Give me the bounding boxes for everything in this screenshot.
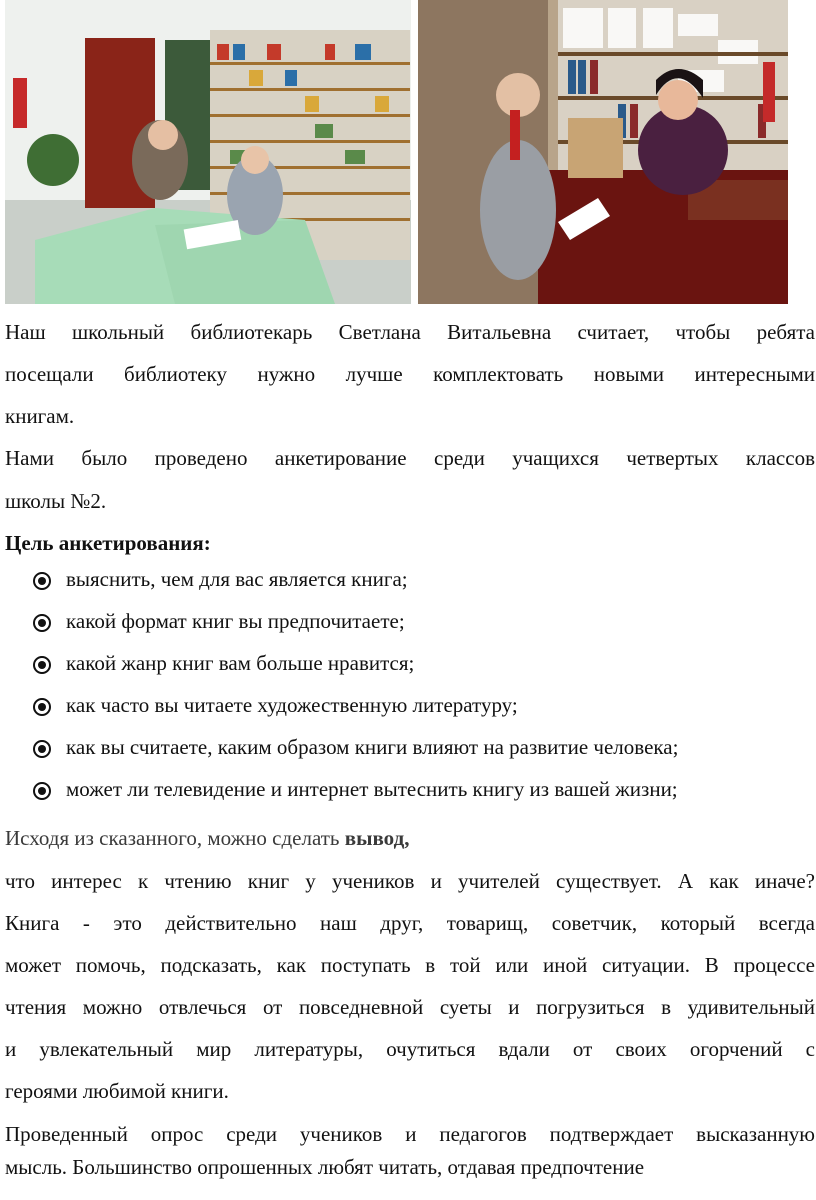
goal-item-text: как вы считаете, каким образом книги влияют на развитие человека; (66, 735, 679, 759)
intro-line-2: посещали библиотеку нужно лучше комплектовать новыми интересными (5, 362, 815, 386)
intro-line-1: Наш школьный библиотекарь Светлана Витальевна считает, чтобы ребята (5, 320, 815, 344)
intro-line-3: книгам. (5, 404, 75, 428)
radio-bullet-icon (33, 782, 51, 800)
list-item (33, 567, 678, 609)
library-photo-right-image (418, 0, 788, 304)
conclusion-line-6: героями любимой книги. (5, 1079, 229, 1103)
radio-bullet-icon (33, 656, 51, 674)
list-item (33, 693, 678, 735)
conclusion-line-2: Книга - это действительно наш друг, товарищ, советчик, который всегда (5, 911, 815, 935)
survey-line-1: Нами было проведено анкетирование среди учащихся четвертых классов (5, 446, 815, 470)
goal-list (33, 567, 678, 819)
library-photo-right (418, 0, 788, 304)
goal-item-text: как часто вы читаете художественную литературу; (66, 693, 518, 717)
goal-item-text: выяснить, чем для вас является книга; (66, 567, 408, 591)
radio-bullet-icon (33, 740, 51, 758)
radio-bullet-icon (33, 698, 51, 716)
conclusion-line-5: и увлекательный мир литературы, очутиться вдали от своих огорчений с (5, 1037, 815, 1061)
library-photo-left-image (5, 0, 411, 304)
list-item (33, 651, 678, 693)
conclusion-line-1: что интерес к чтению книг у учеников и учителей существует. А как иначе? (5, 869, 815, 893)
survey-line-2: школы №2. (5, 489, 107, 513)
conclusion-line-3: может помочь, подсказать, как поступать в той или иной ситуации. В процессе (5, 953, 815, 977)
goal-item-text: какой формат книг вы предпочитаете; (66, 609, 405, 633)
library-photo-left (5, 0, 411, 304)
goal-item-text: какой жанр книг вам больше нравится; (66, 651, 415, 675)
conclusion-line-4: чтения можно отвлечься от повседневной суеты и погрузиться в удивительный (5, 995, 815, 1019)
list-item (33, 609, 678, 651)
radio-bullet-icon (33, 572, 51, 590)
conclusion-lead (5, 826, 815, 851)
conclusion-lead-text: Исходя из сказанного, можно сделать (5, 826, 345, 850)
radio-bullet-icon (33, 614, 51, 632)
goal-heading: Цель анкетирования: (5, 531, 211, 555)
conclusion-lead-bold: вывод, (344, 826, 410, 850)
list-item (33, 735, 678, 777)
photo-row (0, 0, 816, 305)
final-line-2: мысль. Большинство опрошенных любят читать, отдавая предпочтение (5, 1155, 645, 1179)
final-line-1: Проведенный опрос среди учеников и педагогов подтверждает высказанную (5, 1122, 815, 1146)
list-item (33, 777, 678, 819)
goal-item-text: может ли телевидение и интернет вытеснить книгу из вашей жизни; (66, 777, 678, 801)
